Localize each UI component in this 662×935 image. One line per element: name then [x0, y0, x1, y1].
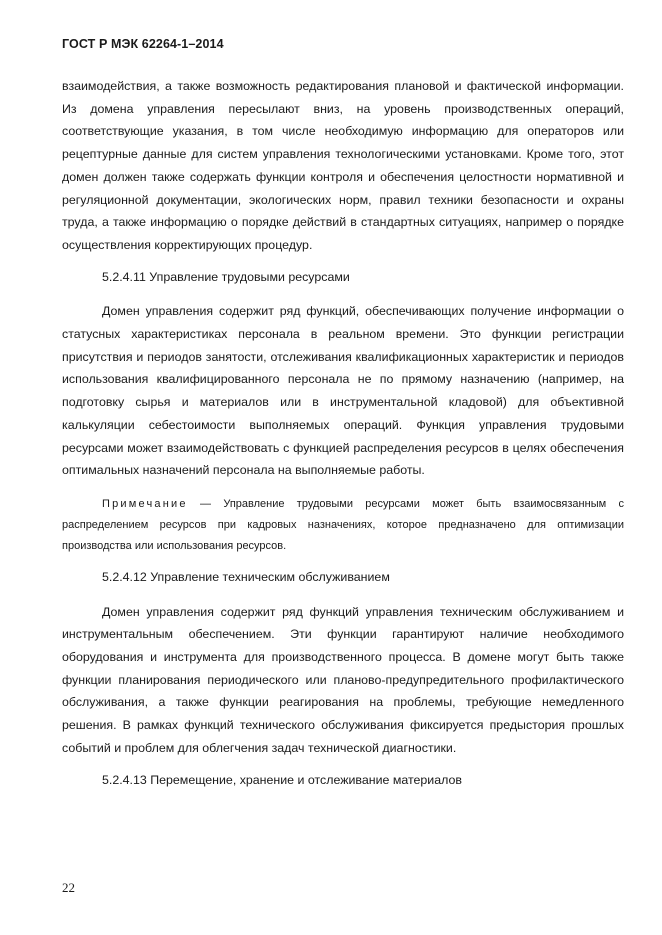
paragraph-maintenance: Домен управления содержит ряд функций управления техническим обслуживанием и инструментальным обеспечением. Эти функции гарантируют наличие необходимого оборудования и инструмента для производственного процесса. В домене могут быть также функции планирования периодического или планово-предупредительного профилактического обслуживания, а также функции реагирования на проблемы, требующие немедленного решения. В рамках функций технического обслуживания фиксируется предыстория прошлых событий и проблем для облегчения задач технической диагностики. [62, 604, 624, 755]
page-number: 22 [62, 880, 75, 895]
section-heading-5-2-4-12: 5.2.4.12 Управление техническим обслуживанием [102, 569, 390, 584]
note-label: Примечание [102, 497, 188, 510]
paragraph-labor-resources: Домен управления содержит ряд функций, обеспечивающих получение информации о статусных характеристиках персонала в реальном времени. Это функции регистрации присутствия и периодов занятости, отслеживания квалификационных характеристик и периодов использования квалифицированного персонала не по прямому назначению (например, на подготовку сырья и материалов или в инструментальной кладовой) для объективной калькуляции себестоимости выполняемых операций. Функция управления трудовыми ресурсами может взаимодействовать с функцией распределения ресурсов в целях обеспечения оптимальных назначений персонала на выполняемые работы. [62, 304, 624, 478]
section-heading-5-2-4-13: 5.2.4.13 Перемещение, хранение и отслеживание материалов [102, 772, 462, 787]
note [62, 494, 624, 557]
note-text: — Управление трудовыми ресурсами может быть взаимосвязанным с распределением ресурсов при кадровых назначениях, которое предназначено для оптимизации производства или использования ресурсов. [62, 497, 624, 552]
section-heading-5-2-4-11: 5.2.4.11 Управление трудовыми ресурсами [102, 269, 350, 284]
paragraph-continuation: взаимодействия, а также возможность редактирования плановой и фактической информации. Из домена управления пересылают вниз, на уровень производственных операций, соответствующие указания, в том числе необходимую информацию для операторов или рецептурные данные для систем управления технологическими установками. Кроме того, этот домен должен также содержать функции контроля и обеспечения целостности нормативной и регуляционной документации, экологических норм, правил техники безопасности и охраны труда, а также информацию о порядке действий в стандартных ситуациях, например о порядке осуществления корректирующих процедур. [62, 79, 624, 252]
document-header: ГОСТ Р МЭК 62264-1–2014 [62, 37, 224, 51]
document-body [62, 75, 624, 791]
